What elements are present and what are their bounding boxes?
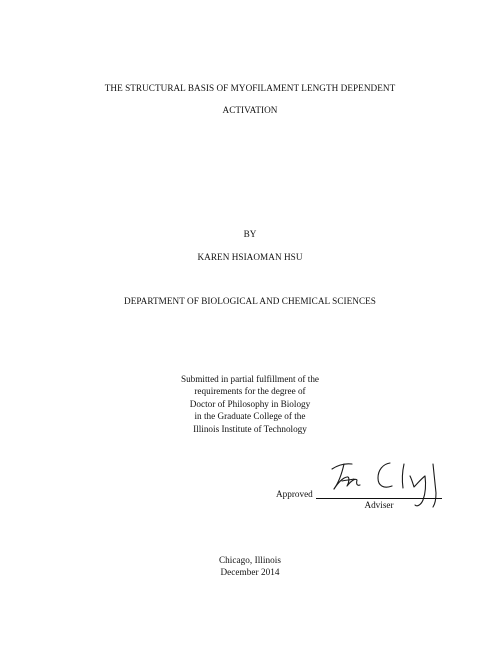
submission-line: Submitted in partial fulfillment of the [180, 374, 320, 384]
submission-line: in the Graduate College of the [194, 411, 306, 422]
submission-line: requirements for the degree of [194, 386, 306, 397]
author-name: KAREN HSIAOMAN HSU [197, 252, 303, 262]
submission-statement [0, 373, 500, 435]
submission-line: Doctor of Philosophy in Biology [189, 398, 311, 409]
title-line-1: THE STRUCTURAL BASIS OF MYOFILAMENT LENGTH DEPENDENT [104, 83, 396, 93]
approval-block [0, 455, 500, 515]
adviser-label: Adviser [364, 500, 394, 510]
department-name: DEPARTMENT OF BIOLOGICAL AND CHEMICAL SCIENCES [124, 296, 376, 306]
submission-line: Illinois Institute of Technology [193, 423, 307, 434]
approved-label: Approved [276, 489, 313, 499]
by-label: BY [243, 229, 257, 239]
submission-date: December 2014 [220, 567, 280, 577]
location: Chicago, Illinois [218, 555, 282, 565]
title-line-2: ACTIVATION [222, 105, 278, 115]
